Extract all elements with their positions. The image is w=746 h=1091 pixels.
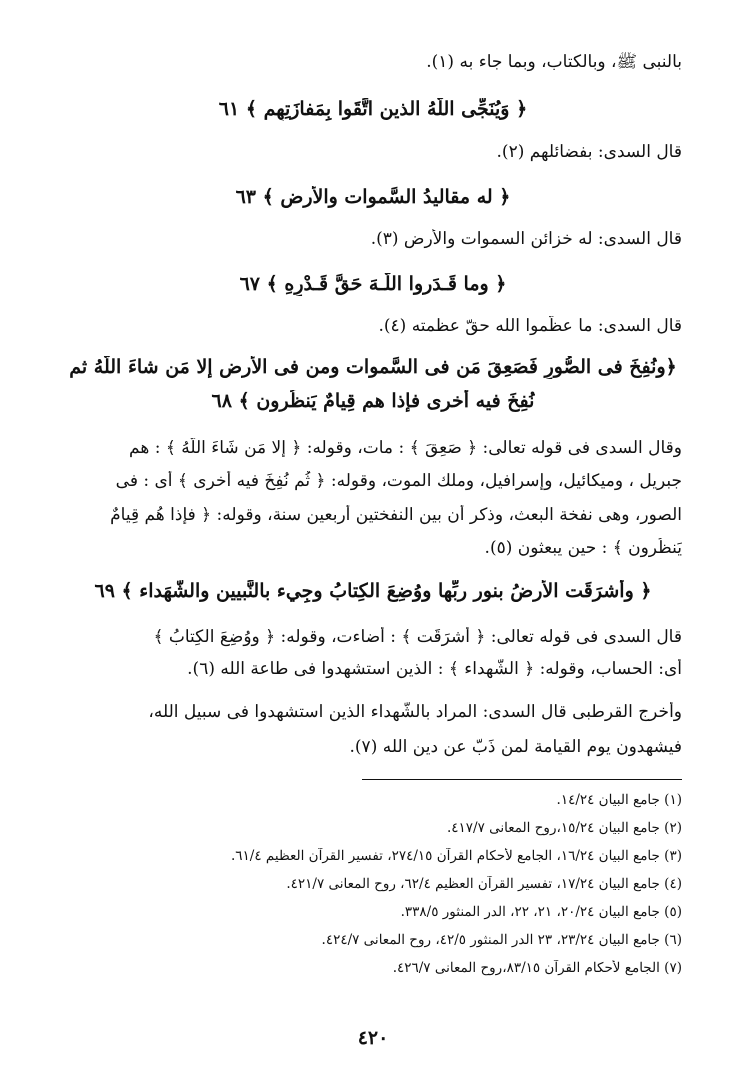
text-line: قال السدى: ما عظّموا الله حقّ عظمته (٤). — [378, 316, 682, 336]
verse-line: ﴿ وما قَـدَروا اللَّـهَ حَقَّ قَـدْرِهِ ﴾ ٦٧ — [239, 273, 507, 295]
text-line: فيشهدون يوم القيامة لمن ذَبّ عن دين الله (٧). — [349, 737, 682, 757]
text-line: قال السدى: بفضائلهم (٢). — [496, 142, 682, 162]
text-line: وقال السدى فى قوله تعالى: ﴿ صَعِقَ ﴾ : مات، وقوله: ﴿ إلا مَن شَاءَ اللَّهُ ﴾ : هم — [129, 438, 682, 458]
verse-line: ﴿ وَيُنَجِّى اللَّهُ الذين اتَّقَوا بِمَفازَتِهِم ﴾ ٦١ — [218, 98, 528, 120]
page-number: ٤٢٠ — [357, 1027, 389, 1049]
footnote: (١) جامع البيان ١٤/٢٤. — [556, 792, 682, 808]
text-line: أى: الحساب، وقوله: ﴿ الشُّهداء ﴾ : الذين استشهدوا فى طاعة الله (٦). — [187, 659, 682, 679]
footnote: (٤) جامع البيان ١٧/٢٤، تفسير القرآن العظيم ٦٢/٤، روح المعانى ٤٢١/٧. — [286, 876, 682, 892]
footnote: (٥) جامع البيان ٢٠/٢٤، ٢١، ٢٢، الدر المنثور ٣٣٨/٥. — [400, 904, 682, 920]
footnote: (٣) جامع البيان ١٦/٢٤، الجامع لأحكام القرآن ٢٧٤/١٥، تفسير القرآن العظيم ٦١/٤. — [230, 848, 682, 864]
text-line: يَنظُرون ﴾ : حين يبعثون (٥). — [484, 538, 682, 558]
footnote: (٧) الجامع لأحكام القرآن ٨٣/١٥،روح المعانى ٤٢٦/٧. — [392, 960, 682, 976]
text-line: الصور، وهى نفخة البعث، وذكر أن بين النفختين أربعين سنة، وقوله: ﴿ فإذا هُم قِيامٌ — [110, 505, 682, 525]
text-line: وأخرج القرطبى قال السدى: المراد بالشُّهداء الذين استشهدوا فى سبيل الله، — [148, 702, 682, 722]
footnote-divider — [362, 779, 682, 780]
verse-line: ﴿ وأشرَقَت الأرضُ بنور ربِّها ووُضِعَ الكِتابُ وجِيء بالنَّبيين والشُّهَداء ﴾ ٦٩ — [94, 580, 652, 602]
footnote: (٢) جامع البيان ١٥/٢٤،روح المعانى ٤١٧/٧. — [446, 820, 682, 836]
verse-line: ﴿ له مقاليدُ السَّموات والأرض ﴾ ٦٣ — [235, 186, 511, 208]
text-line: بالنبى ﷺ، وبالكتاب، وبما جاء به (١). — [426, 52, 682, 72]
text-line: قال السدى: له خزائن السموات والأرض (٣). — [370, 229, 682, 249]
text-line: جبريل ، وميكائيل، وإسرافيل، وملك الموت، وقوله: ﴿ ثُم نُفِخَ فيه أُخرى ﴾ أى : فى — [115, 471, 682, 491]
verse-line: ﴿ونُفِخَ فى الصُّورِ فَصَعِقَ مَن فى السَّموات ومن فى الأرض إلا مَن شاءَ اللَّهُ ثم — [69, 356, 677, 378]
verse-line: نُفِخَ فيه أُخرى فإذا هم قِيامٌ يَنظُرون ﴾ ٦٨ — [211, 390, 535, 412]
text-line: قال السدى فى قوله تعالى: ﴿ أشرَقَت ﴾ : أضاءت، وقوله: ﴿ ووُضِعَ الكِتابُ ﴾ — [153, 627, 682, 647]
footnote: (٦) جامع البيان ٢٣/٢٤، ٢٣ الدر المنثور ٤٢/٥، روح المعانى ٤٢٤/٧. — [321, 932, 682, 948]
